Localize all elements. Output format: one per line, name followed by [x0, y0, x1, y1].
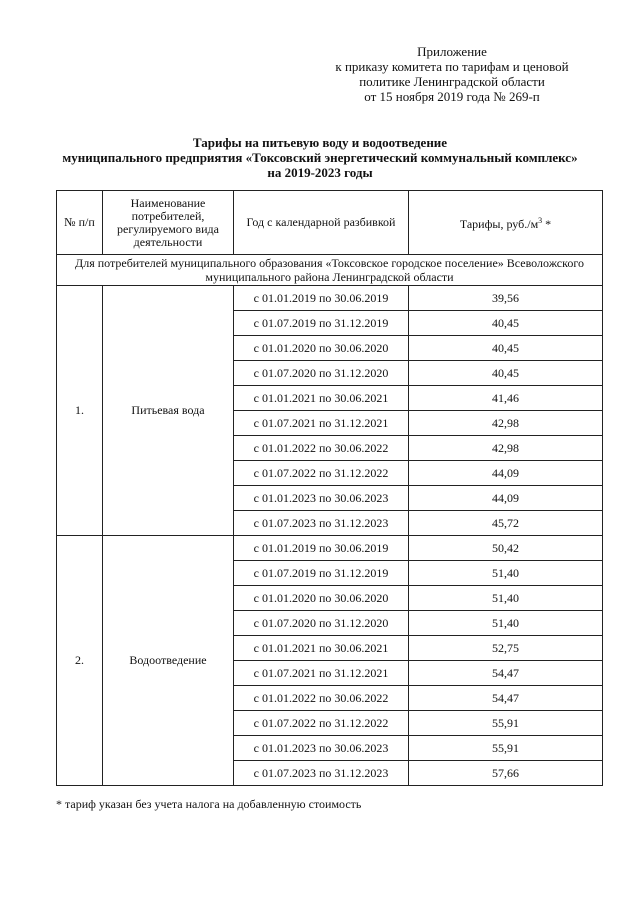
title-line: на 2019-2023 годы — [267, 165, 373, 180]
period-cell: с 01.01.2020 по 30.06.2020 — [234, 336, 409, 361]
tariff-cell: 50,42 — [409, 536, 603, 561]
appendix-line: от 15 ноября 2019 года № 269-п — [364, 89, 540, 104]
period-cell: с 01.07.2021 по 31.12.2021 — [234, 411, 409, 436]
header-tariff-sup: 3 — [538, 216, 543, 225]
row-number: 1. — [57, 286, 103, 536]
title-line: Тарифы на питьевую воду и водоотведение — [192, 135, 448, 150]
table-row — [57, 536, 603, 561]
tariff-cell: 40,45 — [409, 336, 603, 361]
period-cell: с 01.01.2023 по 30.06.2023 — [234, 486, 409, 511]
period-cell: с 01.01.2019 по 30.06.2019 — [234, 286, 409, 311]
tariff-cell: 44,09 — [409, 486, 603, 511]
period-cell: с 01.07.2019 по 31.12.2019 — [234, 561, 409, 586]
period-cell: с 01.07.2020 по 31.12.2020 — [234, 611, 409, 636]
period-cell: с 01.01.2021 по 30.06.2021 — [234, 636, 409, 661]
tariff-cell: 51,40 — [409, 586, 603, 611]
period-cell: с 01.07.2019 по 31.12.2019 — [234, 311, 409, 336]
group-row — [57, 255, 603, 286]
period-cell: с 01.07.2023 по 31.12.2023 — [234, 761, 409, 786]
tariff-cell: 41,46 — [409, 386, 603, 411]
tariff-cell: 39,56 — [409, 286, 603, 311]
row-number: 2. — [57, 536, 103, 786]
period-cell: с 01.01.2022 по 30.06.2022 — [234, 686, 409, 711]
tariff-cell: 44,09 — [409, 461, 603, 486]
tariff-cell: 42,98 — [409, 411, 603, 436]
period-cell: с 01.01.2020 по 30.06.2020 — [234, 586, 409, 611]
tariff-cell: 55,91 — [409, 736, 603, 761]
period-cell: с 01.07.2021 по 31.12.2021 — [234, 661, 409, 686]
period-cell: с 01.07.2022 по 31.12.2022 — [234, 711, 409, 736]
header-num: № п/п — [57, 191, 103, 255]
tariff-cell: 45,72 — [409, 511, 603, 536]
period-cell: с 01.01.2019 по 30.06.2019 — [234, 536, 409, 561]
period-cell: с 01.01.2021 по 30.06.2021 — [234, 386, 409, 411]
title-line: муниципального предприятия «Токсовский энергетический коммунальный комплекс» — [62, 150, 578, 165]
tariff-cell: 55,91 — [409, 711, 603, 736]
tariff-cell: 57,66 — [409, 761, 603, 786]
tariff-cell: 42,98 — [409, 436, 603, 461]
header-tariff-star: * — [542, 217, 552, 231]
period-cell: с 01.01.2022 по 30.06.2022 — [234, 436, 409, 461]
appendix-line: политике Ленинградской области — [359, 74, 545, 89]
table-row — [57, 286, 603, 311]
header-tariff — [409, 191, 603, 255]
footnote: * тариф указан без учета налога на добавленную стоимость — [56, 797, 362, 811]
tariff-cell: 54,47 — [409, 686, 603, 711]
tariff-table — [56, 190, 603, 786]
header-tariff-label: Тарифы, руб./м — [459, 217, 539, 231]
tariff-cell: 51,40 — [409, 561, 603, 586]
appendix-line: к приказу комитета по тарифам и ценовой — [335, 59, 569, 74]
consumer-name: Водоотведение — [103, 536, 234, 786]
appendix-block — [322, 44, 582, 104]
header-period: Год с календарной разбивкой — [234, 191, 409, 255]
tariff-cell: 51,40 — [409, 611, 603, 636]
group-label: Для потребителей муниципального образования «Токсовское городское поселение» Всеволожского муниципального района Ленинградской области — [57, 255, 603, 286]
header-row — [57, 191, 603, 255]
tariff-cell: 40,45 — [409, 311, 603, 336]
tariff-cell: 40,45 — [409, 361, 603, 386]
tariff-cell: 54,47 — [409, 661, 603, 686]
period-cell: с 01.07.2022 по 31.12.2022 — [234, 461, 409, 486]
appendix-line: Приложение — [417, 44, 487, 59]
tariff-cell: 52,75 — [409, 636, 603, 661]
consumer-name: Питьевая вода — [103, 286, 234, 536]
period-cell: с 01.07.2023 по 31.12.2023 — [234, 511, 409, 536]
period-cell: с 01.01.2023 по 30.06.2023 — [234, 736, 409, 761]
document-title — [0, 135, 640, 180]
period-cell: с 01.07.2020 по 31.12.2020 — [234, 361, 409, 386]
header-name: Наименование потребителей, регулируемого вида деятельности — [103, 191, 234, 255]
